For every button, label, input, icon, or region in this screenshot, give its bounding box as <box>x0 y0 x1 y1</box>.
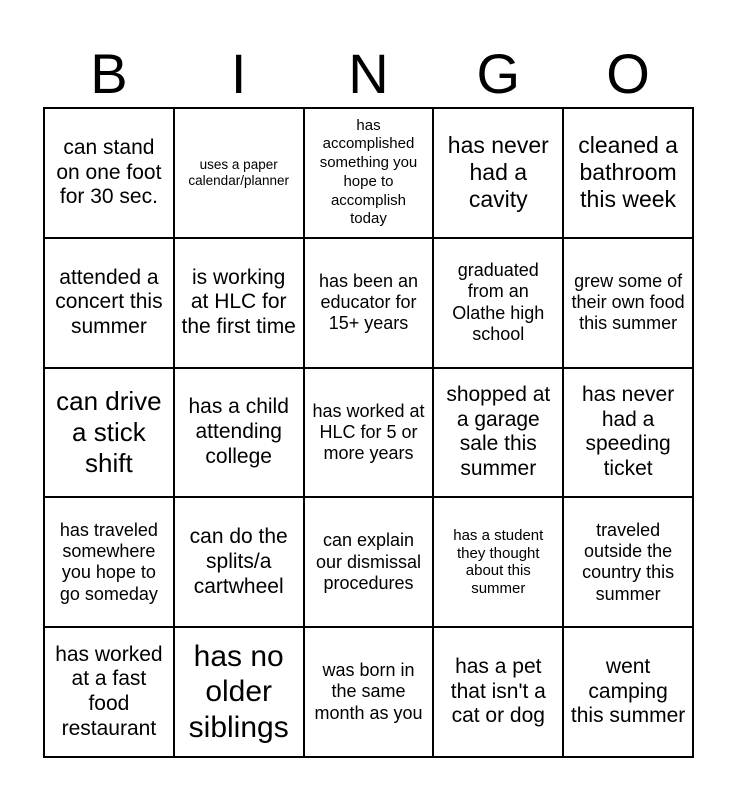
header-letter-n: N <box>348 42 389 105</box>
bingo-cell-r5-c1[interactable]: has worked at a fast food restaurant <box>44 627 174 757</box>
bingo-cell-r2-c5[interactable]: grew some of their own food this summer <box>563 238 693 368</box>
bingo-cell-r1-c1[interactable]: can stand on one foot for 30 sec. <box>44 108 174 238</box>
bingo-cell-r4-c4[interactable]: has a student they thought about this summer <box>433 497 563 627</box>
bingo-cell-r2-c2[interactable]: is working at HLC for the first time <box>174 238 304 368</box>
bingo-cell-r2-c1[interactable]: attended a concert this summer <box>44 238 174 368</box>
bingo-cell-r4-c1[interactable]: has traveled somewhere you hope to go someday <box>44 497 174 627</box>
bingo-cell-r1-c2[interactable]: uses a paper calendar/planner <box>174 108 304 238</box>
header-letter-i: I <box>230 42 247 105</box>
header-letter-o: O <box>606 42 650 105</box>
bingo-cell-r5-c5[interactable]: went camping this summer <box>563 627 693 757</box>
bingo-cell-r2-c3[interactable]: has been an educator for 15+ years <box>304 238 434 368</box>
bingo-cell-r5-c2[interactable]: has no older siblings <box>174 627 304 757</box>
header-letter-g: G <box>476 42 521 105</box>
bingo-cell-r2-c4[interactable]: graduated from an Olathe high school <box>433 238 563 368</box>
bingo-cell-r5-c4[interactable]: has a pet that isn't a cat or dog <box>433 627 563 757</box>
bingo-cell-r3-c4[interactable]: shopped at a garage sale this summer <box>433 368 563 498</box>
bingo-cell-r3-c1[interactable]: can drive a stick shift <box>44 368 174 498</box>
bingo-cell-r4-c3[interactable]: can explain our dismissal procedures <box>304 497 434 627</box>
bingo-cell-r1-c4[interactable]: has never had a cavity <box>433 108 563 238</box>
bingo-header <box>44 40 693 108</box>
bingo-cell-r1-c3[interactable]: has accomplished something you hope to accomplish today <box>304 108 434 238</box>
bingo-cell-r3-c3[interactable]: has worked at HLC for 5 or more years <box>304 368 434 498</box>
bingo-cell-r5-c3[interactable]: was born in the same month as you <box>304 627 434 757</box>
header-letter-b: B <box>90 42 128 105</box>
bingo-grid <box>43 107 694 758</box>
bingo-cell-r4-c5[interactable]: traveled outside the country this summer <box>563 497 693 627</box>
bingo-cell-r4-c2[interactable]: can do the splits/a cartwheel <box>174 497 304 627</box>
bingo-cell-r1-c5[interactable]: cleaned a bathroom this week <box>563 108 693 238</box>
bingo-cell-r3-c2[interactable]: has a child attending college <box>174 368 304 498</box>
bingo-cell-r3-c5[interactable]: has never had a speeding ticket <box>563 368 693 498</box>
